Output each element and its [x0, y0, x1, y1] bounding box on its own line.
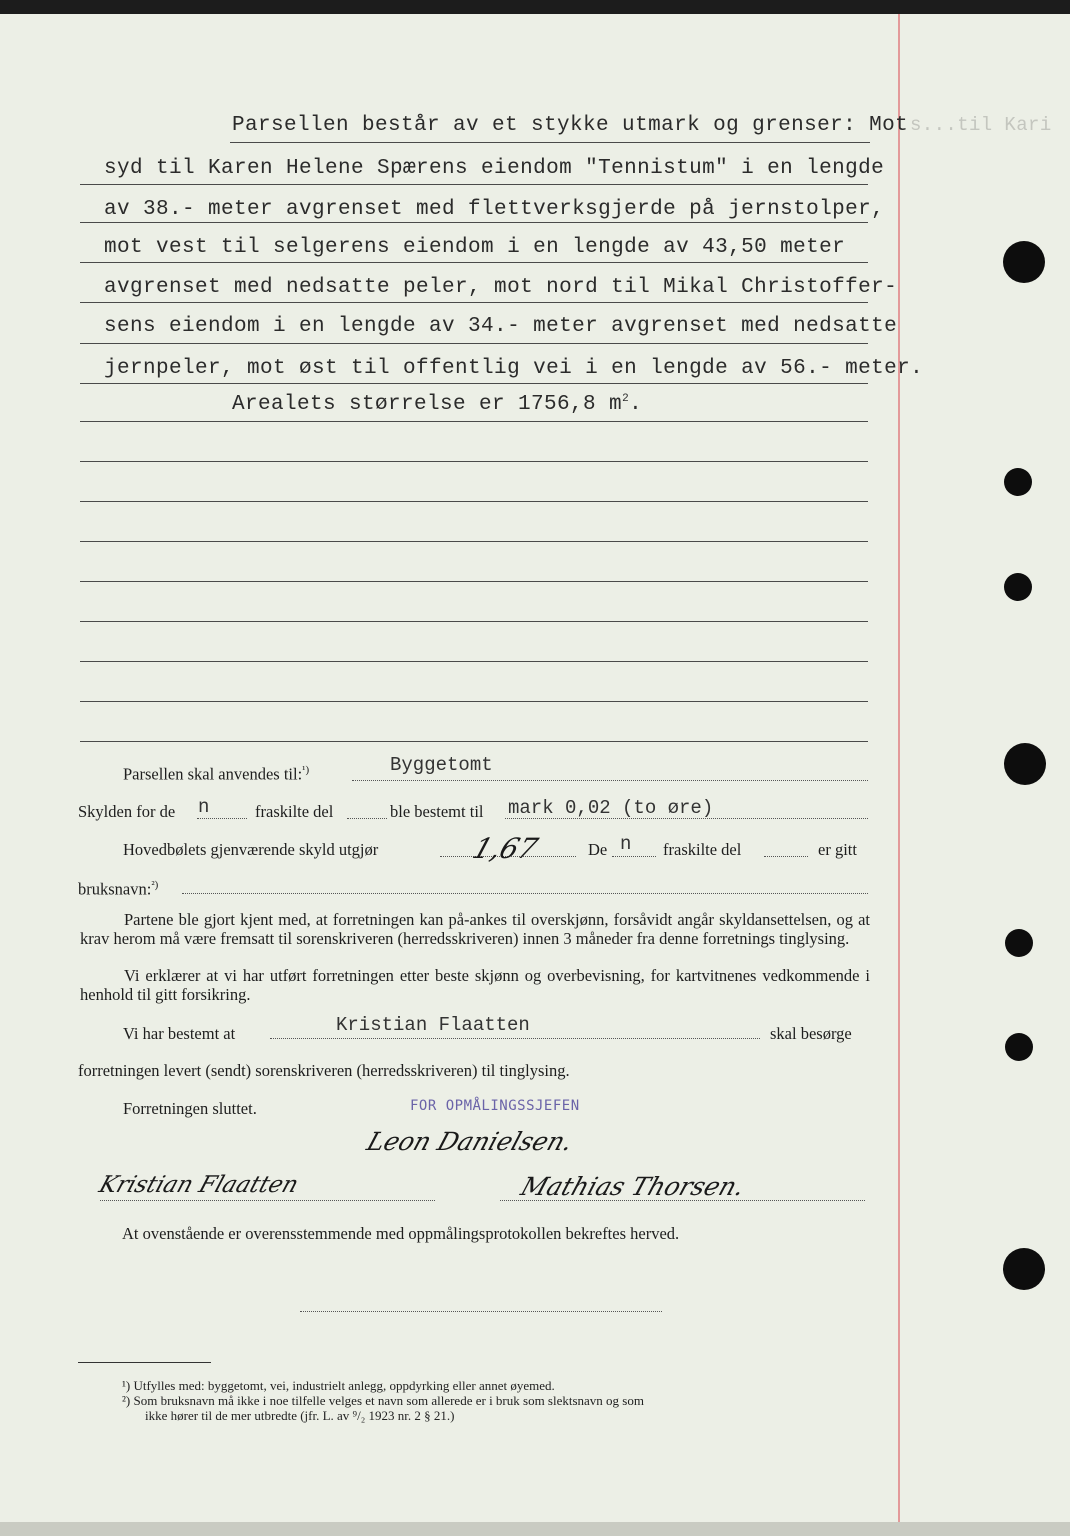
- hovedbol-fill-n: n: [620, 833, 632, 855]
- binder-hole: [1004, 573, 1032, 601]
- bestemt-line: [270, 1038, 760, 1039]
- typed-line-1-faint: s...til Kari: [910, 114, 1052, 136]
- typed-line-8: Arealets størrelse er 1756,8 $m^2$.: [232, 393, 643, 416]
- signature-mathias: Mathias Thorsen.: [517, 1172, 749, 1201]
- writing-line: [230, 142, 870, 143]
- skyld-fill-n: n: [198, 796, 210, 818]
- official-stamp: FOR OPMÅLINGSSJEFEN: [410, 1098, 580, 1114]
- binder-hole: [1003, 241, 1045, 283]
- bruksnavn-line: [182, 893, 868, 894]
- typed-line-4: mot vest til selgerens eiendom i en lengde av 43,50 meter: [104, 236, 846, 259]
- writing-line: [80, 541, 868, 542]
- confirmation-signature-line: [300, 1311, 662, 1312]
- hovedbol-label: Hovedbølets gjenværende skyld utgjør: [123, 840, 379, 859]
- binder-hole: [1004, 468, 1032, 496]
- footnote-2a: ²) Som bruksnavn må ikke i noe tilfelle velges et navn som allerede er i bruk som slektsnavn og som: [122, 1393, 644, 1408]
- binder-hole: [1003, 1248, 1045, 1290]
- besorge-label: skal besørge: [770, 1024, 852, 1043]
- bruksnavn-label: bruksnavn:$^{^2)}$: [78, 879, 159, 899]
- confirmation-text: At ovenstående er overensstemmende med oppmålingsprotokollen bekreftes herved.: [122, 1224, 680, 1243]
- signature-kristian: Kristian Flaatten: [95, 1172, 302, 1198]
- hovedbol-fraskilte: fraskilte del: [663, 840, 742, 859]
- usage-value: Byggetomt: [390, 754, 493, 776]
- typed-line-1: Parsellen består av et stykke utmark og grenser: Mot: [232, 114, 909, 137]
- hovedbol-fill-line: [612, 856, 656, 857]
- writing-line: [80, 581, 868, 582]
- footnote-rule: [78, 1362, 211, 1363]
- writing-line: [80, 343, 868, 344]
- writing-line: [80, 262, 868, 263]
- skyld-bestemt-label: ble bestemt til: [390, 802, 484, 821]
- writing-line: [80, 184, 868, 185]
- writing-line: [80, 501, 868, 502]
- typed-line-6: sens eiendom i en lengde av 34.- meter avgrenset med nedsatte: [104, 315, 898, 338]
- levert-text: forretningen levert (sendt) sorenskriveren (herredsskriveren) til tinglysing.: [78, 1061, 570, 1080]
- margin-line: [898, 14, 900, 1522]
- skyld-fraskilte-label: fraskilte del: [255, 802, 334, 821]
- scan-bottom-edge: [0, 1522, 1070, 1536]
- hovedbol-gitt: er gitt: [818, 840, 857, 859]
- signature-line-left: [100, 1200, 435, 1201]
- sluttet-text: Forretningen sluttet.: [123, 1099, 257, 1118]
- typed-line-3: av 38.- meter avgrenset med flettverksgjerde på jernstolper,: [104, 198, 885, 221]
- skyld-fill-line: [197, 818, 247, 819]
- writing-line: [80, 222, 868, 223]
- bestemt-label: Vi har bestemt at: [123, 1024, 236, 1043]
- footnote-1: ¹) Utfylles med: byggetomt, vei, industrielt anlegg, oppdyrking eller annet øyemed.: [122, 1378, 555, 1393]
- declaration-paragraph: Vi erklærer at vi har utført forretningen etter beste skjønn og overbevisning, for kartvitnenes vedkommende i henhold til gitt forsikring.: [80, 966, 870, 1004]
- appeal-paragraph: Partene ble gjort kjent med, at forretningen kan på-ankes til overskjønn, forsåvidt angår skyldansettelsen, og at krav herom må være fremsatt til sorenskriveren (herredsskriveren) innen 3 måneder fra denne forretnings tinglysing.: [80, 910, 870, 948]
- writing-line: [80, 701, 868, 702]
- hovedbol-del-line: [764, 856, 808, 857]
- writing-line: [80, 661, 868, 662]
- signature-leon: Leon Danielsen.: [363, 1127, 577, 1156]
- skyld-del-line: [347, 818, 387, 819]
- writing-line: [80, 461, 868, 462]
- superscript: 2: [622, 393, 630, 405]
- writing-line: [80, 741, 868, 742]
- binder-hole: [1005, 1033, 1033, 1061]
- bestemt-value: Kristian Flaatten: [336, 1014, 530, 1036]
- writing-line: [80, 421, 868, 422]
- typed-line-5: avgrenset med nedsatte peler, mot nord til Mikal Christoffer-: [104, 276, 898, 299]
- binder-hole: [1005, 929, 1033, 957]
- hovedbol-value: 1,67: [468, 832, 542, 865]
- hovedbol-de: De: [588, 840, 608, 859]
- skyld-value: mark 0,02 (to øre): [508, 797, 714, 819]
- usage-label: Parsellen skal anvendes til:$^{^1)}$: [123, 764, 310, 784]
- footnote-2b: ikke hører til de mer utbredte (jfr. L. av ⁹/₂ 1923 nr. 2 § 21.): [145, 1408, 455, 1423]
- typed-line-2: syd til Karen Helene Spærens eiendom "Tennistum" i en lengde: [104, 157, 885, 180]
- binder-hole: [1004, 743, 1046, 785]
- scan-top-edge: [0, 0, 1070, 14]
- typed-line-7: jernpeler, mot øst til offentlig vei i en lengde av 56.- meter.: [104, 357, 924, 380]
- signature-line-right: [500, 1200, 865, 1201]
- writing-line: [80, 302, 868, 303]
- writing-line: [80, 383, 868, 384]
- writing-line: [80, 621, 868, 622]
- usage-field-line: [352, 780, 868, 781]
- skyld-label: Skylden for de: [78, 802, 176, 821]
